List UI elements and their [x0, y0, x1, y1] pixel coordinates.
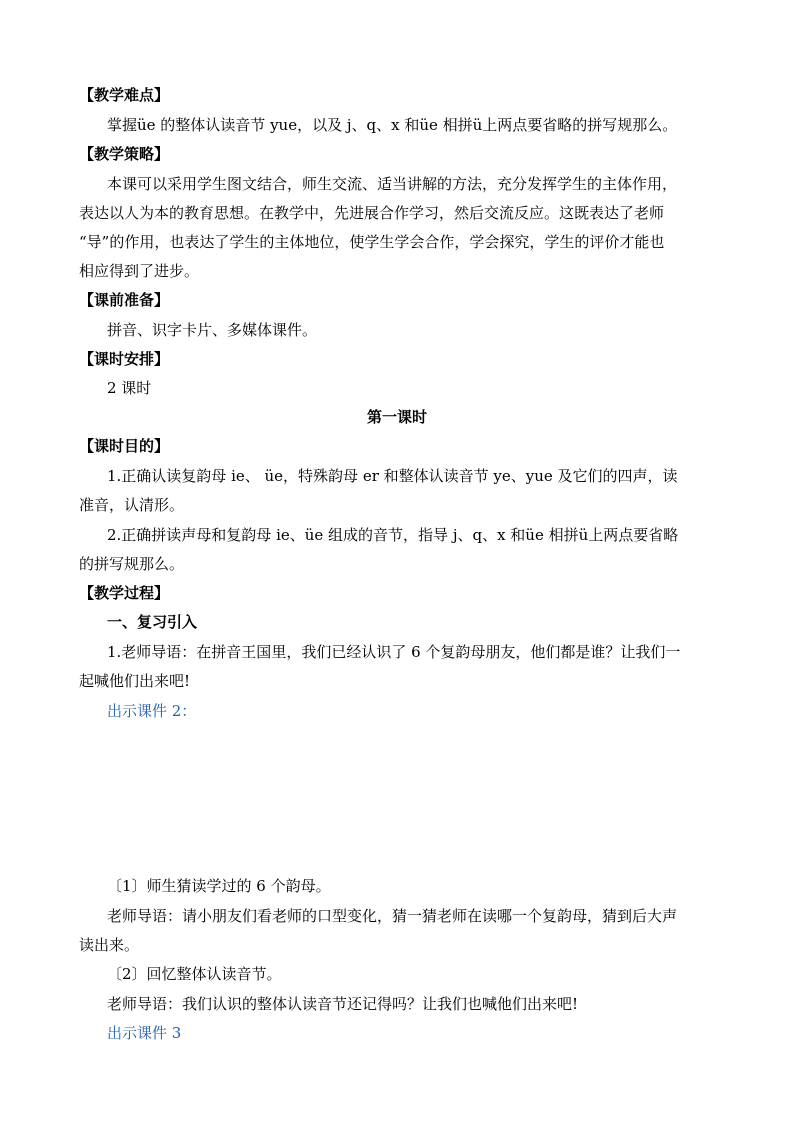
- process-part-1-title: 一、复习引入: [107, 613, 198, 631]
- heading-class-schedule: 【课时安排】: [79, 350, 170, 368]
- objective-2-line-2: 的拼写规那么。: [79, 555, 185, 573]
- objective-1-line-1: 1.正确认读复韵母 ie、 üe，特殊韵母 er 和整体认读音节 ye、yue 及它们的四声，读: [107, 467, 678, 485]
- process-step-1-guide-line-2: 读出来。: [79, 936, 140, 954]
- process-guide-1-line-2: 起喊他们出来吧!: [79, 672, 191, 690]
- objective-2-line-1: 2.正确拼读声母和复韵母 ie、üe 组成的音节，指导 j、q、x 和üe 相拼ü上两点要省略: [107, 526, 679, 544]
- heading-teaching-process: 【教学过程】: [79, 584, 170, 602]
- process-step-2: 〔2〕回忆整体认读音节。: [107, 965, 282, 983]
- show-slide-2-label: 出示课件 2：: [107, 702, 197, 720]
- process-step-1: 〔1〕师生猜读学过的 6 个韵母。: [107, 877, 331, 895]
- process-step-1-guide-line-1: 老师导语：请小朋友们看老师的口型变化，猜一猜老师在读哪一个复韵母，猜到后大声: [107, 907, 678, 925]
- process-guide-1-line-1: 1.老师导语：在拼音王国里，我们已经认识了 6 个复韵母朋友，他们都是谁？让我们一: [107, 643, 681, 661]
- strategy-text-line-1: 本课可以采用学生图文结合，师生交流、适当讲解的方法，充分发挥学生的主体作用，: [107, 175, 678, 193]
- strategy-text-line-3: “导”的作用，也表达了学生的主体地位，使学生学会合作，学会探究，学生的评价才能也: [79, 233, 665, 251]
- heading-teaching-difficulty: 【教学难点】: [79, 86, 170, 104]
- strategy-text-line-2: 表达以人为本的教育思想。在教学中，先进展合作学习，然后交流反应。这既表达了老师: [79, 204, 665, 222]
- lesson-title: 第一课时: [366, 408, 427, 426]
- heading-teaching-strategy: 【教学策略】: [79, 145, 170, 163]
- difficulty-text: 掌握üe 的整体认读音节 yue，以及 j、q、x 和üe 相拼ü上两点要省略的拼写规那么。: [107, 116, 678, 134]
- objective-1-line-2: 准音，认清形。: [79, 496, 185, 514]
- preparation-text: 拼音、识字卡片、多媒体课件。: [107, 321, 318, 339]
- heading-class-objectives: 【课时目的】: [79, 437, 170, 455]
- process-step-2-guide: 老师导语：我们认识的整体认读音节还记得吗？让我们也喊他们出来吧!: [107, 995, 579, 1013]
- strategy-text-line-4: 相应得到了进步。: [79, 262, 200, 280]
- heading-class-preparation: 【课前准备】: [79, 291, 170, 309]
- show-slide-3-label: 出示课件 3: [107, 1024, 182, 1042]
- schedule-text: 2 课时: [107, 379, 152, 397]
